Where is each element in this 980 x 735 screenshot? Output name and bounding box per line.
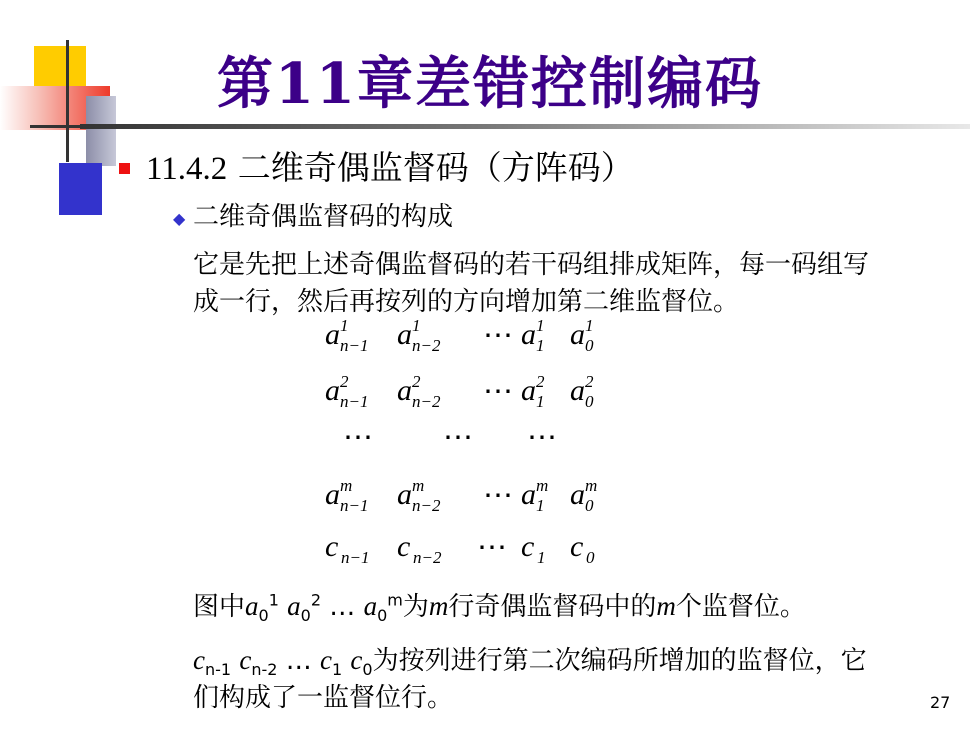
paragraph-line-2: 成一行，然后再按列的方向增加第二维监督位。	[193, 287, 740, 317]
section-number: 11.4.2	[146, 151, 228, 187]
matrix-cell: a 1 1	[521, 316, 545, 355]
matrix-cell: c 0	[570, 530, 595, 567]
matrix-cell: a 1 n−2	[397, 316, 441, 355]
matrix-hdots: ⋯	[483, 479, 513, 512]
diamond-bullet-icon: ◆	[173, 209, 186, 228]
matrix-vdots: ⋯	[527, 421, 557, 454]
matrix-cell: a 2 n−1	[325, 372, 369, 411]
matrix-cell: a m n−1	[325, 476, 369, 515]
matrix-hdots: ⋯	[477, 531, 507, 564]
matrix-vdots: ⋯	[443, 421, 473, 454]
matrix-cell: a m 1	[521, 476, 549, 515]
matrix-cell: a 2 0	[570, 372, 594, 411]
caption-line-2: $c_{n-1}$ $c_{n-2}$ … $c_1$ $c_0$为按列进行第二次编码所增加的监督位，它	[193, 645, 867, 680]
matrix-cell: a m 0	[570, 476, 598, 515]
matrix-cell: c n−1	[325, 530, 370, 567]
matrix-vdots: ⋯	[343, 421, 373, 454]
matrix-cell: a 2 1	[521, 372, 545, 411]
matrix-cell: c 1	[521, 530, 546, 567]
matrix-hdots: ⋯	[483, 319, 513, 352]
title-underline-rule	[80, 124, 970, 129]
square-bullet-icon	[119, 163, 130, 174]
page-number: 27	[930, 693, 951, 712]
caption-line-3: 们构成了一监督位行。	[193, 683, 454, 713]
slide-title: 第11章差错控制编码	[217, 51, 763, 117]
matrix-hdots: ⋯	[483, 375, 513, 408]
matrix-cell: a 1 n−1	[325, 316, 369, 355]
matrix-cell: a 1 0	[570, 316, 594, 355]
matrix-cell: a 2 n−2	[397, 372, 441, 411]
matrix-cell: a m n−2	[397, 476, 441, 515]
matrix-cell: c n−2	[397, 530, 442, 567]
section-heading-text: 二维奇偶监督码（方阵码）	[237, 148, 634, 187]
deco-horizontal-line	[30, 125, 83, 128]
paragraph-line-1: 它是先把上述奇偶监督码的若干码组排成矩阵，每一码组写	[193, 250, 870, 280]
caption-line-1: 图中$a_0^1$ $a_0^2$ … $a_0^m$为m行奇偶监督码中的m个监督位。	[193, 590, 806, 626]
subheading: 二维奇偶监督码的构成	[193, 202, 454, 232]
deco-blue-block	[59, 163, 102, 215]
section-heading	[146, 142, 634, 189]
